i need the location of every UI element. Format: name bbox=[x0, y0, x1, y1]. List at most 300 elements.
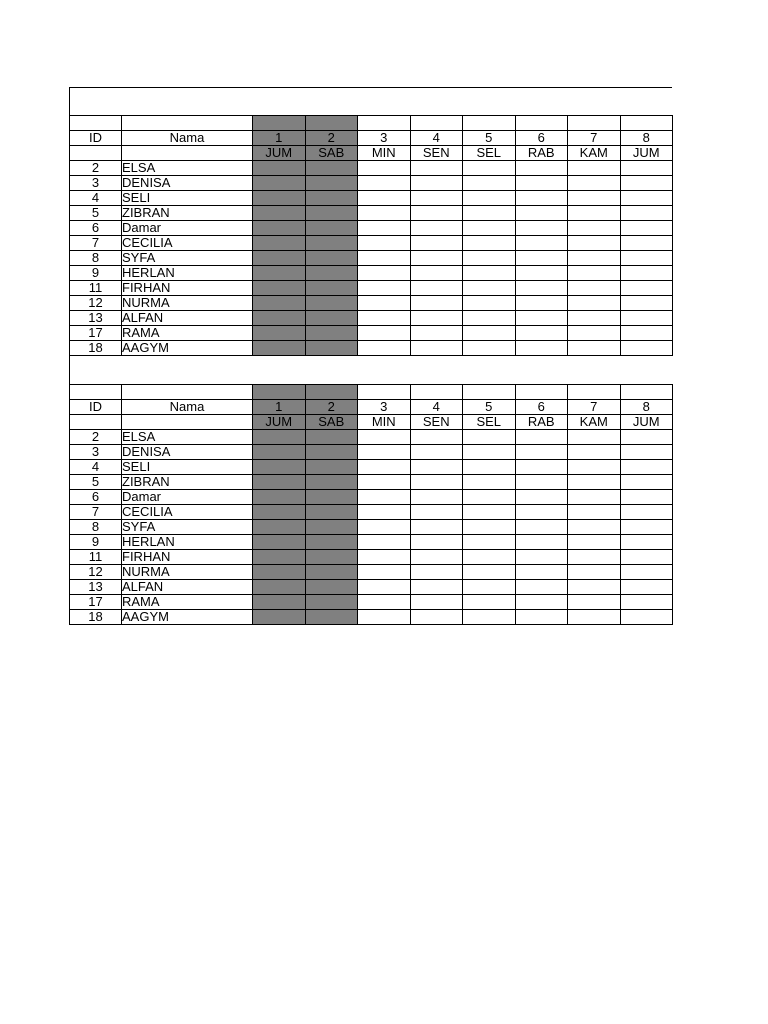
attendance-cell[interactable] bbox=[620, 490, 673, 505]
date-header[interactable]: 2 bbox=[305, 400, 358, 415]
attendance-cell[interactable] bbox=[515, 430, 568, 445]
attendance-cell[interactable] bbox=[305, 341, 358, 356]
attendance-cell[interactable] bbox=[253, 475, 306, 490]
day-name-header[interactable]: JUM bbox=[253, 415, 306, 430]
attendance-cell[interactable] bbox=[358, 341, 411, 356]
row-id[interactable]: 5 bbox=[70, 206, 122, 221]
attendance-cell[interactable] bbox=[305, 580, 358, 595]
attendance-cell[interactable] bbox=[253, 490, 306, 505]
attendance-cell[interactable] bbox=[305, 176, 358, 191]
attendance-cell[interactable] bbox=[253, 595, 306, 610]
date-header[interactable]: 1 bbox=[253, 131, 306, 146]
attendance-cell[interactable] bbox=[410, 251, 463, 266]
row-id[interactable]: 18 bbox=[70, 341, 122, 356]
attendance-cell[interactable] bbox=[620, 505, 673, 520]
attendance-cell[interactable] bbox=[463, 221, 516, 236]
attendance-cell[interactable] bbox=[515, 191, 568, 206]
row-id[interactable]: 2 bbox=[70, 430, 122, 445]
attendance-cell[interactable] bbox=[253, 430, 306, 445]
row-id[interactable]: 12 bbox=[70, 565, 122, 580]
attendance-cell[interactable] bbox=[253, 206, 306, 221]
attendance-cell[interactable] bbox=[358, 610, 411, 625]
cell[interactable] bbox=[410, 385, 463, 400]
attendance-cell[interactable] bbox=[463, 475, 516, 490]
attendance-cell[interactable] bbox=[568, 176, 621, 191]
attendance-cell[interactable] bbox=[515, 445, 568, 460]
attendance-cell[interactable] bbox=[410, 296, 463, 311]
row-id[interactable]: 11 bbox=[70, 281, 122, 296]
row-name[interactable]: NURMA bbox=[122, 296, 253, 311]
attendance-cell[interactable] bbox=[358, 236, 411, 251]
day-name-header[interactable]: RAB bbox=[515, 146, 568, 161]
attendance-cell[interactable] bbox=[463, 580, 516, 595]
cell[interactable] bbox=[122, 385, 253, 400]
attendance-cell[interactable] bbox=[568, 221, 621, 236]
attendance-cell[interactable] bbox=[305, 520, 358, 535]
attendance-cell[interactable] bbox=[410, 580, 463, 595]
attendance-cell[interactable] bbox=[253, 341, 306, 356]
row-id[interactable]: 8 bbox=[70, 251, 122, 266]
attendance-cell[interactable] bbox=[620, 610, 673, 625]
attendance-cell[interactable] bbox=[253, 221, 306, 236]
attendance-cell[interactable] bbox=[410, 281, 463, 296]
attendance-cell[interactable] bbox=[515, 535, 568, 550]
attendance-cell[interactable] bbox=[410, 550, 463, 565]
attendance-cell[interactable] bbox=[515, 460, 568, 475]
attendance-cell[interactable] bbox=[253, 236, 306, 251]
attendance-cell[interactable] bbox=[410, 191, 463, 206]
attendance-cell[interactable] bbox=[620, 430, 673, 445]
attendance-cell[interactable] bbox=[620, 311, 673, 326]
attendance-cell[interactable] bbox=[305, 475, 358, 490]
attendance-cell[interactable] bbox=[253, 535, 306, 550]
row-name[interactable]: AAGYM bbox=[122, 610, 253, 625]
row-name[interactable]: SELI bbox=[122, 460, 253, 475]
cell[interactable] bbox=[70, 146, 122, 161]
attendance-cell[interactable] bbox=[463, 236, 516, 251]
row-id[interactable]: 12 bbox=[70, 296, 122, 311]
day-name-header[interactable]: JUM bbox=[620, 415, 673, 430]
row-name[interactable]: RAMA bbox=[122, 326, 253, 341]
day-name-header[interactable]: MIN bbox=[358, 415, 411, 430]
attendance-cell[interactable] bbox=[253, 326, 306, 341]
attendance-cell[interactable] bbox=[463, 445, 516, 460]
attendance-cell[interactable] bbox=[568, 550, 621, 565]
attendance-cell[interactable] bbox=[515, 565, 568, 580]
row-name[interactable]: SYFA bbox=[122, 520, 253, 535]
date-header[interactable]: 7 bbox=[568, 400, 621, 415]
date-header[interactable]: 8 bbox=[620, 400, 673, 415]
row-id[interactable]: 7 bbox=[70, 505, 122, 520]
day-name-header[interactable]: SEL bbox=[463, 146, 516, 161]
attendance-cell[interactable] bbox=[410, 430, 463, 445]
attendance-cell[interactable] bbox=[568, 266, 621, 281]
row-name[interactable]: ALFAN bbox=[122, 580, 253, 595]
cell[interactable] bbox=[515, 385, 568, 400]
attendance-cell[interactable] bbox=[410, 326, 463, 341]
attendance-cell[interactable] bbox=[410, 176, 463, 191]
attendance-cell[interactable] bbox=[568, 281, 621, 296]
attendance-cell[interactable] bbox=[253, 580, 306, 595]
attendance-cell[interactable] bbox=[463, 505, 516, 520]
attendance-cell[interactable] bbox=[463, 281, 516, 296]
row-name[interactable]: CECILIA bbox=[122, 236, 253, 251]
cell[interactable] bbox=[358, 116, 411, 131]
attendance-cell[interactable] bbox=[410, 341, 463, 356]
attendance-cell[interactable] bbox=[620, 206, 673, 221]
attendance-cell[interactable] bbox=[515, 161, 568, 176]
row-name[interactable]: AAGYM bbox=[122, 341, 253, 356]
cell[interactable] bbox=[620, 385, 673, 400]
attendance-cell[interactable] bbox=[253, 505, 306, 520]
attendance-cell[interactable] bbox=[620, 595, 673, 610]
attendance-cell[interactable] bbox=[410, 311, 463, 326]
attendance-cell[interactable] bbox=[358, 520, 411, 535]
cell[interactable] bbox=[620, 116, 673, 131]
attendance-cell[interactable] bbox=[515, 311, 568, 326]
attendance-cell[interactable] bbox=[305, 505, 358, 520]
attendance-cell[interactable] bbox=[515, 475, 568, 490]
day-name-header[interactable]: SAB bbox=[305, 415, 358, 430]
attendance-cell[interactable] bbox=[410, 266, 463, 281]
row-id[interactable]: 3 bbox=[70, 176, 122, 191]
attendance-cell[interactable] bbox=[620, 341, 673, 356]
attendance-cell[interactable] bbox=[568, 490, 621, 505]
day-name-header[interactable]: KAM bbox=[568, 146, 621, 161]
cell[interactable] bbox=[568, 385, 621, 400]
attendance-cell[interactable] bbox=[253, 311, 306, 326]
attendance-cell[interactable] bbox=[463, 460, 516, 475]
attendance-cell[interactable] bbox=[515, 490, 568, 505]
row-name[interactable]: RAMA bbox=[122, 595, 253, 610]
day-name-header[interactable]: JUM bbox=[620, 146, 673, 161]
date-header[interactable]: 8 bbox=[620, 131, 673, 146]
attendance-cell[interactable] bbox=[463, 266, 516, 281]
cell[interactable] bbox=[305, 116, 358, 131]
attendance-cell[interactable] bbox=[620, 191, 673, 206]
attendance-cell[interactable] bbox=[253, 610, 306, 625]
attendance-cell[interactable] bbox=[620, 580, 673, 595]
attendance-cell[interactable] bbox=[620, 445, 673, 460]
row-name[interactable]: CECILIA bbox=[122, 505, 253, 520]
row-name[interactable]: ZIBRAN bbox=[122, 475, 253, 490]
attendance-cell[interactable] bbox=[463, 191, 516, 206]
attendance-cell[interactable] bbox=[463, 490, 516, 505]
attendance-cell[interactable] bbox=[358, 296, 411, 311]
row-id[interactable]: 13 bbox=[70, 580, 122, 595]
attendance-cell[interactable] bbox=[358, 580, 411, 595]
attendance-cell[interactable] bbox=[568, 430, 621, 445]
date-header[interactable]: 3 bbox=[358, 400, 411, 415]
attendance-cell[interactable] bbox=[305, 221, 358, 236]
attendance-cell[interactable] bbox=[515, 550, 568, 565]
attendance-cell[interactable] bbox=[463, 520, 516, 535]
attendance-cell[interactable] bbox=[620, 236, 673, 251]
attendance-cell[interactable] bbox=[568, 460, 621, 475]
attendance-cell[interactable] bbox=[515, 520, 568, 535]
date-header[interactable]: 3 bbox=[358, 131, 411, 146]
attendance-cell[interactable] bbox=[358, 206, 411, 221]
attendance-cell[interactable] bbox=[358, 505, 411, 520]
attendance-cell[interactable] bbox=[515, 251, 568, 266]
attendance-cell[interactable] bbox=[620, 535, 673, 550]
attendance-cell[interactable] bbox=[568, 445, 621, 460]
cell[interactable] bbox=[253, 385, 306, 400]
attendance-cell[interactable] bbox=[358, 251, 411, 266]
date-header[interactable]: 6 bbox=[515, 400, 568, 415]
attendance-cell[interactable] bbox=[568, 505, 621, 520]
attendance-cell[interactable] bbox=[463, 565, 516, 580]
attendance-cell[interactable] bbox=[568, 326, 621, 341]
cell[interactable] bbox=[122, 146, 253, 161]
date-header[interactable]: 7 bbox=[568, 131, 621, 146]
attendance-cell[interactable] bbox=[358, 266, 411, 281]
attendance-cell[interactable] bbox=[620, 176, 673, 191]
attendance-cell[interactable] bbox=[305, 266, 358, 281]
attendance-cell[interactable] bbox=[305, 191, 358, 206]
cell[interactable] bbox=[515, 116, 568, 131]
attendance-cell[interactable] bbox=[515, 236, 568, 251]
date-header[interactable]: 4 bbox=[410, 131, 463, 146]
attendance-cell[interactable] bbox=[568, 161, 621, 176]
attendance-cell[interactable] bbox=[305, 251, 358, 266]
attendance-cell[interactable] bbox=[568, 520, 621, 535]
attendance-cell[interactable] bbox=[463, 595, 516, 610]
id-header[interactable]: ID bbox=[70, 131, 122, 146]
attendance-cell[interactable] bbox=[358, 475, 411, 490]
cell[interactable] bbox=[568, 116, 621, 131]
attendance-cell[interactable] bbox=[305, 281, 358, 296]
attendance-cell[interactable] bbox=[410, 460, 463, 475]
attendance-cell[interactable] bbox=[568, 341, 621, 356]
cell[interactable] bbox=[122, 116, 253, 131]
cell[interactable] bbox=[70, 385, 122, 400]
attendance-cell[interactable] bbox=[620, 266, 673, 281]
attendance-cell[interactable] bbox=[358, 460, 411, 475]
date-header[interactable]: 5 bbox=[463, 400, 516, 415]
row-name[interactable]: SYFA bbox=[122, 251, 253, 266]
attendance-cell[interactable] bbox=[463, 341, 516, 356]
row-name[interactable]: NURMA bbox=[122, 565, 253, 580]
attendance-cell[interactable] bbox=[358, 490, 411, 505]
cell[interactable] bbox=[70, 415, 122, 430]
row-id[interactable]: 2 bbox=[70, 161, 122, 176]
attendance-cell[interactable] bbox=[410, 445, 463, 460]
date-header[interactable]: 2 bbox=[305, 131, 358, 146]
attendance-cell[interactable] bbox=[253, 176, 306, 191]
attendance-cell[interactable] bbox=[305, 550, 358, 565]
attendance-cell[interactable] bbox=[568, 595, 621, 610]
row-id[interactable]: 9 bbox=[70, 266, 122, 281]
attendance-cell[interactable] bbox=[253, 445, 306, 460]
attendance-cell[interactable] bbox=[463, 311, 516, 326]
attendance-cell[interactable] bbox=[568, 206, 621, 221]
attendance-cell[interactable] bbox=[253, 550, 306, 565]
attendance-cell[interactable] bbox=[253, 460, 306, 475]
row-name[interactable]: FIRHAN bbox=[122, 281, 253, 296]
attendance-cell[interactable] bbox=[463, 176, 516, 191]
date-header[interactable]: 6 bbox=[515, 131, 568, 146]
attendance-cell[interactable] bbox=[568, 236, 621, 251]
attendance-cell[interactable] bbox=[358, 445, 411, 460]
attendance-cell[interactable] bbox=[515, 580, 568, 595]
attendance-cell[interactable] bbox=[463, 550, 516, 565]
cell[interactable] bbox=[305, 385, 358, 400]
attendance-cell[interactable] bbox=[620, 565, 673, 580]
attendance-cell[interactable] bbox=[410, 161, 463, 176]
day-name-header[interactable]: SEN bbox=[410, 146, 463, 161]
row-id[interactable]: 9 bbox=[70, 535, 122, 550]
attendance-cell[interactable] bbox=[568, 311, 621, 326]
attendance-cell[interactable] bbox=[358, 161, 411, 176]
row-id[interactable]: 5 bbox=[70, 475, 122, 490]
attendance-cell[interactable] bbox=[410, 520, 463, 535]
row-id[interactable]: 6 bbox=[70, 221, 122, 236]
attendance-cell[interactable] bbox=[410, 206, 463, 221]
attendance-cell[interactable] bbox=[568, 251, 621, 266]
attendance-cell[interactable] bbox=[305, 236, 358, 251]
attendance-cell[interactable] bbox=[620, 550, 673, 565]
row-name[interactable]: ZIBRAN bbox=[122, 206, 253, 221]
attendance-cell[interactable] bbox=[358, 535, 411, 550]
date-header[interactable]: 4 bbox=[410, 400, 463, 415]
attendance-cell[interactable] bbox=[515, 296, 568, 311]
attendance-cell[interactable] bbox=[410, 535, 463, 550]
attendance-cell[interactable] bbox=[620, 460, 673, 475]
attendance-cell[interactable] bbox=[253, 191, 306, 206]
attendance-cell[interactable] bbox=[305, 445, 358, 460]
day-name-header[interactable]: JUM bbox=[253, 146, 306, 161]
attendance-cell[interactable] bbox=[358, 221, 411, 236]
date-header[interactable]: 1 bbox=[253, 400, 306, 415]
name-header[interactable]: Nama bbox=[122, 400, 253, 415]
attendance-cell[interactable] bbox=[358, 176, 411, 191]
row-name[interactable]: HERLAN bbox=[122, 266, 253, 281]
row-name[interactable]: FIRHAN bbox=[122, 550, 253, 565]
attendance-cell[interactable] bbox=[463, 610, 516, 625]
row-name[interactable]: ELSA bbox=[122, 430, 253, 445]
day-name-header[interactable]: SEL bbox=[463, 415, 516, 430]
day-name-header[interactable]: MIN bbox=[358, 146, 411, 161]
row-id[interactable]: 8 bbox=[70, 520, 122, 535]
attendance-cell[interactable] bbox=[463, 206, 516, 221]
attendance-cell[interactable] bbox=[620, 251, 673, 266]
attendance-cell[interactable] bbox=[253, 520, 306, 535]
date-header[interactable]: 5 bbox=[463, 131, 516, 146]
attendance-cell[interactable] bbox=[253, 296, 306, 311]
attendance-cell[interactable] bbox=[358, 326, 411, 341]
attendance-cell[interactable] bbox=[620, 296, 673, 311]
attendance-cell[interactable] bbox=[305, 430, 358, 445]
row-name[interactable]: DENISA bbox=[122, 445, 253, 460]
attendance-cell[interactable] bbox=[463, 251, 516, 266]
cell[interactable] bbox=[122, 415, 253, 430]
row-id[interactable]: 4 bbox=[70, 460, 122, 475]
attendance-cell[interactable] bbox=[515, 341, 568, 356]
attendance-cell[interactable] bbox=[568, 296, 621, 311]
attendance-cell[interactable] bbox=[305, 595, 358, 610]
cell[interactable] bbox=[70, 116, 122, 131]
attendance-cell[interactable] bbox=[358, 595, 411, 610]
attendance-cell[interactable] bbox=[253, 161, 306, 176]
row-id[interactable]: 7 bbox=[70, 236, 122, 251]
day-name-header[interactable]: SAB bbox=[305, 146, 358, 161]
cell[interactable] bbox=[463, 385, 516, 400]
cell[interactable] bbox=[410, 116, 463, 131]
attendance-cell[interactable] bbox=[358, 311, 411, 326]
attendance-cell[interactable] bbox=[305, 206, 358, 221]
attendance-cell[interactable] bbox=[305, 161, 358, 176]
attendance-cell[interactable] bbox=[620, 221, 673, 236]
attendance-cell[interactable] bbox=[253, 565, 306, 580]
attendance-cell[interactable] bbox=[620, 475, 673, 490]
attendance-cell[interactable] bbox=[463, 326, 516, 341]
attendance-cell[interactable] bbox=[515, 266, 568, 281]
attendance-cell[interactable] bbox=[305, 296, 358, 311]
attendance-cell[interactable] bbox=[410, 565, 463, 580]
cell[interactable] bbox=[463, 116, 516, 131]
attendance-cell[interactable] bbox=[568, 191, 621, 206]
attendance-cell[interactable] bbox=[463, 296, 516, 311]
row-name[interactable]: Damar bbox=[122, 490, 253, 505]
attendance-cell[interactable] bbox=[305, 535, 358, 550]
attendance-cell[interactable] bbox=[305, 490, 358, 505]
attendance-cell[interactable] bbox=[305, 311, 358, 326]
attendance-cell[interactable] bbox=[515, 281, 568, 296]
attendance-cell[interactable] bbox=[410, 221, 463, 236]
row-id[interactable]: 18 bbox=[70, 610, 122, 625]
row-name[interactable]: ALFAN bbox=[122, 311, 253, 326]
row-name[interactable]: Damar bbox=[122, 221, 253, 236]
attendance-cell[interactable] bbox=[463, 161, 516, 176]
row-name[interactable]: ELSA bbox=[122, 161, 253, 176]
attendance-cell[interactable] bbox=[305, 460, 358, 475]
row-id[interactable]: 6 bbox=[70, 490, 122, 505]
day-name-header[interactable]: RAB bbox=[515, 415, 568, 430]
attendance-cell[interactable] bbox=[568, 565, 621, 580]
attendance-cell[interactable] bbox=[410, 490, 463, 505]
row-id[interactable]: 11 bbox=[70, 550, 122, 565]
attendance-cell[interactable] bbox=[253, 251, 306, 266]
attendance-cell[interactable] bbox=[410, 505, 463, 520]
attendance-cell[interactable] bbox=[620, 161, 673, 176]
attendance-cell[interactable] bbox=[358, 281, 411, 296]
row-name[interactable]: SELI bbox=[122, 191, 253, 206]
cell[interactable] bbox=[253, 116, 306, 131]
row-id[interactable]: 4 bbox=[70, 191, 122, 206]
name-header[interactable]: Nama bbox=[122, 131, 253, 146]
attendance-cell[interactable] bbox=[620, 326, 673, 341]
attendance-cell[interactable] bbox=[358, 550, 411, 565]
attendance-cell[interactable] bbox=[515, 221, 568, 236]
row-id[interactable]: 3 bbox=[70, 445, 122, 460]
attendance-cell[interactable] bbox=[358, 430, 411, 445]
attendance-cell[interactable] bbox=[515, 505, 568, 520]
cell[interactable] bbox=[358, 385, 411, 400]
attendance-cell[interactable] bbox=[515, 610, 568, 625]
row-id[interactable]: 17 bbox=[70, 595, 122, 610]
attendance-cell[interactable] bbox=[568, 580, 621, 595]
day-name-header[interactable]: SEN bbox=[410, 415, 463, 430]
row-name[interactable]: HERLAN bbox=[122, 535, 253, 550]
attendance-cell[interactable] bbox=[410, 236, 463, 251]
attendance-cell[interactable] bbox=[410, 475, 463, 490]
attendance-cell[interactable] bbox=[620, 520, 673, 535]
attendance-cell[interactable] bbox=[568, 475, 621, 490]
day-name-header[interactable]: KAM bbox=[568, 415, 621, 430]
attendance-cell[interactable] bbox=[410, 595, 463, 610]
attendance-cell[interactable] bbox=[463, 430, 516, 445]
